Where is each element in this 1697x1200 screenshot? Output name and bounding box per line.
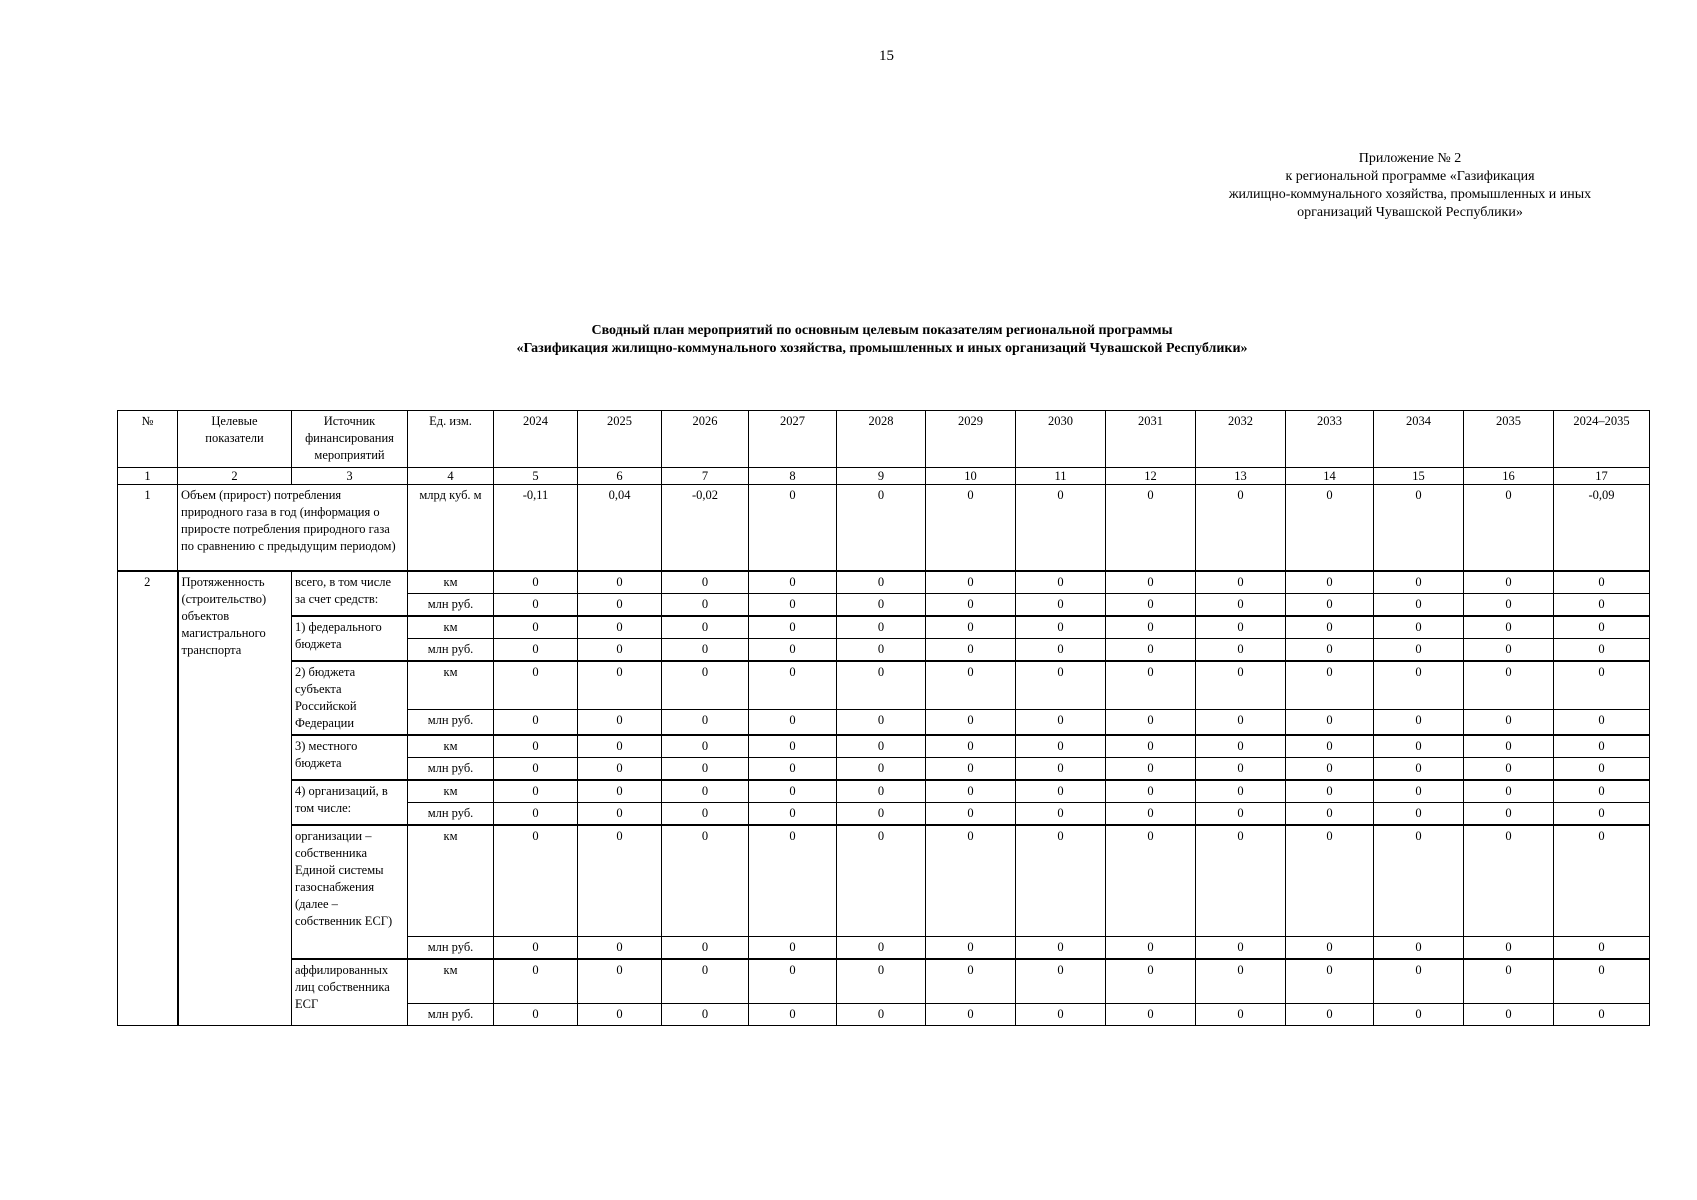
value-cell: 0 [1016, 616, 1106, 639]
value-cell: 0 [1286, 1003, 1374, 1025]
value-cell: 0 [926, 709, 1016, 734]
value-cell: 0 [1196, 661, 1286, 710]
value-cell: 0 [1554, 937, 1650, 960]
value-cell: 0 [749, 638, 837, 661]
column-header: 2029 [926, 411, 1016, 468]
value-cell: 0 [1106, 937, 1196, 960]
document-title [117, 322, 1647, 358]
value-cell: 0 [1286, 593, 1374, 616]
value-cell: 0 [1286, 709, 1374, 734]
funding-source-cell: 4) организаций, в том числе: [292, 780, 408, 825]
appendix-line-1: Приложение № 2 [1358, 151, 1462, 166]
value-cell: 0 [1374, 937, 1464, 960]
value-cell: 0 [1464, 593, 1554, 616]
column-header: 2031 [1106, 411, 1196, 468]
value-cell: 0 [1286, 757, 1374, 780]
value-cell: 0 [1196, 802, 1286, 825]
value-cell: 0 [1286, 661, 1374, 710]
value-cell: 0 [662, 959, 749, 1003]
unit-cell: млн руб. [408, 757, 494, 780]
value-cell: 0 [749, 593, 837, 616]
value-cell: 0 [1464, 959, 1554, 1003]
value-cell: 0 [926, 485, 1016, 571]
value-cell: 0 [1286, 616, 1374, 639]
value-cell: 0 [1374, 1003, 1464, 1025]
value-cell: 0 [494, 757, 578, 780]
value-cell: 0 [1196, 780, 1286, 803]
value-cell: 0 [1016, 709, 1106, 734]
funding-source-cell: организации – собственника Единой системы газоснабжения (далее – собственник ЕСГ) [292, 825, 408, 960]
unit-cell: млн руб. [408, 638, 494, 661]
value-cell: 0 [926, 780, 1016, 803]
value-cell: 0 [926, 757, 1016, 780]
value-cell: 0 [494, 661, 578, 710]
column-number: 4 [408, 468, 494, 485]
unit-cell: млн руб. [408, 802, 494, 825]
value-cell: 0 [494, 709, 578, 734]
value-cell: 0 [1554, 802, 1650, 825]
value-cell: 0 [1196, 485, 1286, 571]
value-cell: 0 [1106, 485, 1196, 571]
value-cell: 0 [1286, 780, 1374, 803]
value-cell: 0 [662, 937, 749, 960]
value-cell: 0 [662, 571, 749, 594]
value-cell: 0 [749, 780, 837, 803]
value-cell: 0 [1106, 616, 1196, 639]
value-cell: 0 [1464, 802, 1554, 825]
value-cell: 0 [1106, 802, 1196, 825]
unit-cell: км [408, 571, 494, 594]
row-number: 1 [118, 485, 178, 571]
value-cell: 0 [1196, 825, 1286, 937]
value-cell: 0 [1286, 485, 1374, 571]
table-row [118, 485, 1650, 571]
value-cell: 0 [1464, 638, 1554, 661]
value-cell: 0 [1374, 780, 1464, 803]
header-row [118, 411, 1650, 468]
value-cell: 0 [494, 593, 578, 616]
value-cell: 0 [1554, 638, 1650, 661]
column-number: 10 [926, 468, 1016, 485]
column-number: 16 [1464, 468, 1554, 485]
value-cell: 0 [837, 616, 926, 639]
value-cell: 0 [926, 959, 1016, 1003]
appendix-note [1180, 150, 1640, 222]
table-row [118, 571, 1650, 594]
value-cell: 0 [749, 1003, 837, 1025]
value-cell: 0 [494, 638, 578, 661]
table-row [118, 735, 1650, 758]
value-cell: 0 [837, 638, 926, 661]
summary-plan-table [117, 410, 1650, 1026]
column-number: 6 [578, 468, 662, 485]
value-cell: 0 [1554, 757, 1650, 780]
value-cell: 0 [1374, 661, 1464, 710]
value-cell: 0 [1286, 638, 1374, 661]
value-cell: -0,11 [494, 485, 578, 571]
value-cell: 0 [1106, 709, 1196, 734]
value-cell: 0 [1374, 825, 1464, 937]
value-cell: 0 [662, 593, 749, 616]
value-cell: 0 [926, 937, 1016, 960]
value-cell: 0 [1016, 1003, 1106, 1025]
value-cell: 0 [1016, 638, 1106, 661]
value-cell: 0 [1554, 735, 1650, 758]
value-cell: 0 [837, 937, 926, 960]
value-cell: 0 [578, 825, 662, 937]
funding-source-cell: аффилированных лиц собственника ЕСГ [292, 959, 408, 1025]
value-cell: 0 [1196, 959, 1286, 1003]
value-cell: 0 [1464, 661, 1554, 710]
value-cell: 0 [1196, 1003, 1286, 1025]
value-cell: 0 [578, 616, 662, 639]
column-header: Источник финансирования мероприятий [292, 411, 408, 468]
value-cell: 0 [1554, 959, 1650, 1003]
value-cell: 0 [1196, 937, 1286, 960]
value-cell: 0 [662, 735, 749, 758]
value-cell: 0 [1464, 485, 1554, 571]
value-cell: 0 [1106, 593, 1196, 616]
unit-cell: млн руб. [408, 593, 494, 616]
value-cell: 0 [578, 959, 662, 1003]
value-cell: 0 [1016, 593, 1106, 616]
value-cell: 0 [494, 571, 578, 594]
column-header: 2024 [494, 411, 578, 468]
value-cell: 0 [1374, 757, 1464, 780]
value-cell: 0 [494, 959, 578, 1003]
value-cell: 0 [749, 661, 837, 710]
value-cell: 0 [926, 593, 1016, 616]
value-cell: 0 [494, 825, 578, 937]
value-cell: 0 [1286, 802, 1374, 825]
unit-cell: км [408, 825, 494, 937]
value-cell: 0 [1464, 1003, 1554, 1025]
table-row [118, 959, 1650, 1003]
column-number: 7 [662, 468, 749, 485]
value-cell: -0,09 [1554, 485, 1650, 571]
column-header: 2034 [1374, 411, 1464, 468]
value-cell: 0 [578, 638, 662, 661]
value-cell: 0 [1106, 735, 1196, 758]
value-cell: 0 [578, 780, 662, 803]
value-cell: 0 [1464, 825, 1554, 937]
value-cell: 0 [578, 571, 662, 594]
value-cell: 0 [1464, 616, 1554, 639]
value-cell: 0 [1196, 638, 1286, 661]
value-cell: 0 [1464, 709, 1554, 734]
value-cell: 0 [837, 593, 926, 616]
value-cell: 0 [1464, 757, 1554, 780]
column-number: 5 [494, 468, 578, 485]
value-cell: 0 [662, 780, 749, 803]
column-header: 2033 [1286, 411, 1374, 468]
unit-cell: км [408, 959, 494, 1003]
value-cell: 0 [494, 780, 578, 803]
value-cell: 0 [837, 802, 926, 825]
column-header: 2028 [837, 411, 926, 468]
value-cell: 0 [662, 825, 749, 937]
value-cell: 0 [1106, 825, 1196, 937]
column-header: 2025 [578, 411, 662, 468]
value-cell: 0 [1016, 757, 1106, 780]
column-number: 12 [1106, 468, 1196, 485]
page-number: 15 [879, 48, 894, 64]
value-cell: 0 [494, 1003, 578, 1025]
value-cell: 0 [1196, 616, 1286, 639]
column-header: № [118, 411, 178, 468]
value-cell: 0 [1196, 735, 1286, 758]
value-cell: 0 [1016, 937, 1106, 960]
value-cell: 0 [1374, 571, 1464, 594]
value-cell: 0 [578, 757, 662, 780]
value-cell: 0 [578, 1003, 662, 1025]
value-cell: 0 [1106, 661, 1196, 710]
column-header: 2035 [1464, 411, 1554, 468]
value-cell: 0 [662, 709, 749, 734]
table-row [118, 661, 1650, 710]
appendix-line-4: организаций Чувашской Республики» [1297, 205, 1523, 220]
value-cell: 0 [749, 937, 837, 960]
value-cell: 0 [926, 735, 1016, 758]
value-cell: 0 [494, 735, 578, 758]
value-cell: 0 [749, 616, 837, 639]
value-cell: 0 [926, 661, 1016, 710]
value-cell: 0 [837, 780, 926, 803]
value-cell: 0 [926, 571, 1016, 594]
value-cell: 0 [1106, 959, 1196, 1003]
value-cell: 0 [1196, 593, 1286, 616]
column-header: 2032 [1196, 411, 1286, 468]
value-cell: 0 [926, 825, 1016, 937]
value-cell: 0 [662, 802, 749, 825]
column-number: 8 [749, 468, 837, 485]
value-cell: 0 [749, 825, 837, 937]
value-cell: 0 [1464, 780, 1554, 803]
value-cell: 0 [837, 757, 926, 780]
value-cell: 0 [749, 735, 837, 758]
value-cell: 0 [1106, 780, 1196, 803]
value-cell: 0 [1016, 825, 1106, 937]
value-cell: 0 [494, 802, 578, 825]
value-cell: 0 [662, 616, 749, 639]
title-line-1: Сводный план мероприятий по основным целевым показателям региональной программы [591, 323, 1173, 338]
appendix-line-3: жилищно-коммунального хозяйства, промышленных и иных [1228, 187, 1592, 202]
value-cell: 0 [578, 735, 662, 758]
value-cell: 0 [1374, 735, 1464, 758]
value-cell: 0 [749, 802, 837, 825]
value-cell: 0 [1286, 735, 1374, 758]
value-cell: 0 [1106, 638, 1196, 661]
funding-source-cell: 2) бюджета субъекта Российской Федерации [292, 661, 408, 735]
column-header: 2024–2035 [1554, 411, 1650, 468]
unit-cell: км [408, 661, 494, 710]
value-cell: 0 [1554, 1003, 1650, 1025]
value-cell: 0 [1106, 571, 1196, 594]
value-cell: 0 [1464, 735, 1554, 758]
value-cell: 0 [837, 735, 926, 758]
column-number: 14 [1286, 468, 1374, 485]
value-cell: 0 [578, 661, 662, 710]
value-cell: 0 [494, 937, 578, 960]
column-number: 9 [837, 468, 926, 485]
indicator-cell: Объем (прирост) потребления природного газа в год (информация о приросте потребления природного газа по сравнению с предыдущим периодом) [178, 485, 408, 571]
value-cell: 0 [837, 1003, 926, 1025]
value-cell: 0 [749, 571, 837, 594]
value-cell: 0 [749, 959, 837, 1003]
value-cell: 0 [1374, 709, 1464, 734]
value-cell: 0 [837, 825, 926, 937]
value-cell: 0 [1196, 757, 1286, 780]
unit-cell: млн руб. [408, 1003, 494, 1025]
value-cell: 0 [1464, 937, 1554, 960]
value-cell: 0 [1016, 780, 1106, 803]
value-cell: 0 [1016, 959, 1106, 1003]
column-number-row [118, 468, 1650, 485]
unit-cell: млн руб. [408, 937, 494, 960]
value-cell: 0 [837, 661, 926, 710]
column-number: 13 [1196, 468, 1286, 485]
unit-cell: км [408, 735, 494, 758]
table-row [118, 616, 1650, 639]
value-cell: 0 [1554, 661, 1650, 710]
value-cell: 0 [926, 1003, 1016, 1025]
funding-source-cell: 1) федерального бюджета [292, 616, 408, 661]
value-cell: 0 [494, 616, 578, 639]
value-cell: 0 [1106, 757, 1196, 780]
value-cell: 0 [1554, 616, 1650, 639]
value-cell: 0 [749, 485, 837, 571]
value-cell: 0 [837, 709, 926, 734]
value-cell: 0 [578, 802, 662, 825]
value-cell: 0 [1554, 709, 1650, 734]
funding-source-cell: всего, в том числе за счет средств: [292, 571, 408, 616]
value-cell: 0 [1286, 959, 1374, 1003]
value-cell: 0 [1374, 638, 1464, 661]
value-cell: 0 [1374, 802, 1464, 825]
value-cell: 0 [1374, 593, 1464, 616]
value-cell: 0 [578, 593, 662, 616]
column-header: Ед. изм. [408, 411, 494, 468]
appendix-line-2: к региональной программе «Газификация [1285, 169, 1535, 184]
value-cell: 0 [662, 1003, 749, 1025]
value-cell: 0 [1016, 485, 1106, 571]
unit-cell: млрд куб. м [408, 485, 494, 571]
value-cell: 0 [749, 757, 837, 780]
value-cell: 0 [1554, 571, 1650, 594]
unit-cell: км [408, 616, 494, 639]
column-header: 2030 [1016, 411, 1106, 468]
indicator-cell: Протяженность (строительство) объектов магистрального транспорта [178, 571, 292, 1026]
value-cell: 0 [578, 709, 662, 734]
value-cell: 0 [1554, 593, 1650, 616]
value-cell: 0 [1374, 485, 1464, 571]
column-header: 2027 [749, 411, 837, 468]
table-row [118, 825, 1650, 937]
value-cell: 0 [1286, 825, 1374, 937]
funding-source-cell: 3) местного бюджета [292, 735, 408, 780]
value-cell: 0 [578, 937, 662, 960]
value-cell: 0 [1196, 571, 1286, 594]
unit-cell: млн руб. [408, 709, 494, 734]
value-cell: 0 [1106, 1003, 1196, 1025]
value-cell: 0 [837, 485, 926, 571]
value-cell: 0 [837, 571, 926, 594]
value-cell: 0 [926, 638, 1016, 661]
column-number: 2 [178, 468, 292, 485]
value-cell: 0 [926, 616, 1016, 639]
value-cell: 0 [1374, 959, 1464, 1003]
value-cell: 0 [1286, 937, 1374, 960]
column-number: 15 [1374, 468, 1464, 485]
value-cell: 0 [926, 802, 1016, 825]
unit-cell: км [408, 780, 494, 803]
value-cell: 0 [662, 638, 749, 661]
value-cell: 0 [1286, 571, 1374, 594]
value-cell: 0 [1016, 735, 1106, 758]
value-cell: 0,04 [578, 485, 662, 571]
value-cell: 0 [1374, 616, 1464, 639]
row-number: 2 [118, 571, 178, 1026]
value-cell: 0 [662, 757, 749, 780]
column-number: 11 [1016, 468, 1106, 485]
column-number: 3 [292, 468, 408, 485]
value-cell: 0 [662, 661, 749, 710]
value-cell: 0 [1016, 661, 1106, 710]
value-cell: 0 [1016, 571, 1106, 594]
title-line-2: «Газификация жилищно-коммунального хозяйства, промышленных и иных организаций Чувашской Республики» [516, 341, 1248, 356]
column-header: Целевые показатели [178, 411, 292, 468]
value-cell: 0 [749, 709, 837, 734]
value-cell: 0 [1554, 780, 1650, 803]
value-cell: 0 [1464, 571, 1554, 594]
column-number: 17 [1554, 468, 1650, 485]
value-cell: -0,02 [662, 485, 749, 571]
value-cell: 0 [1554, 825, 1650, 937]
column-header: 2026 [662, 411, 749, 468]
value-cell: 0 [1196, 709, 1286, 734]
value-cell: 0 [837, 959, 926, 1003]
value-cell: 0 [1016, 802, 1106, 825]
column-number: 1 [118, 468, 178, 485]
table-row [118, 780, 1650, 803]
